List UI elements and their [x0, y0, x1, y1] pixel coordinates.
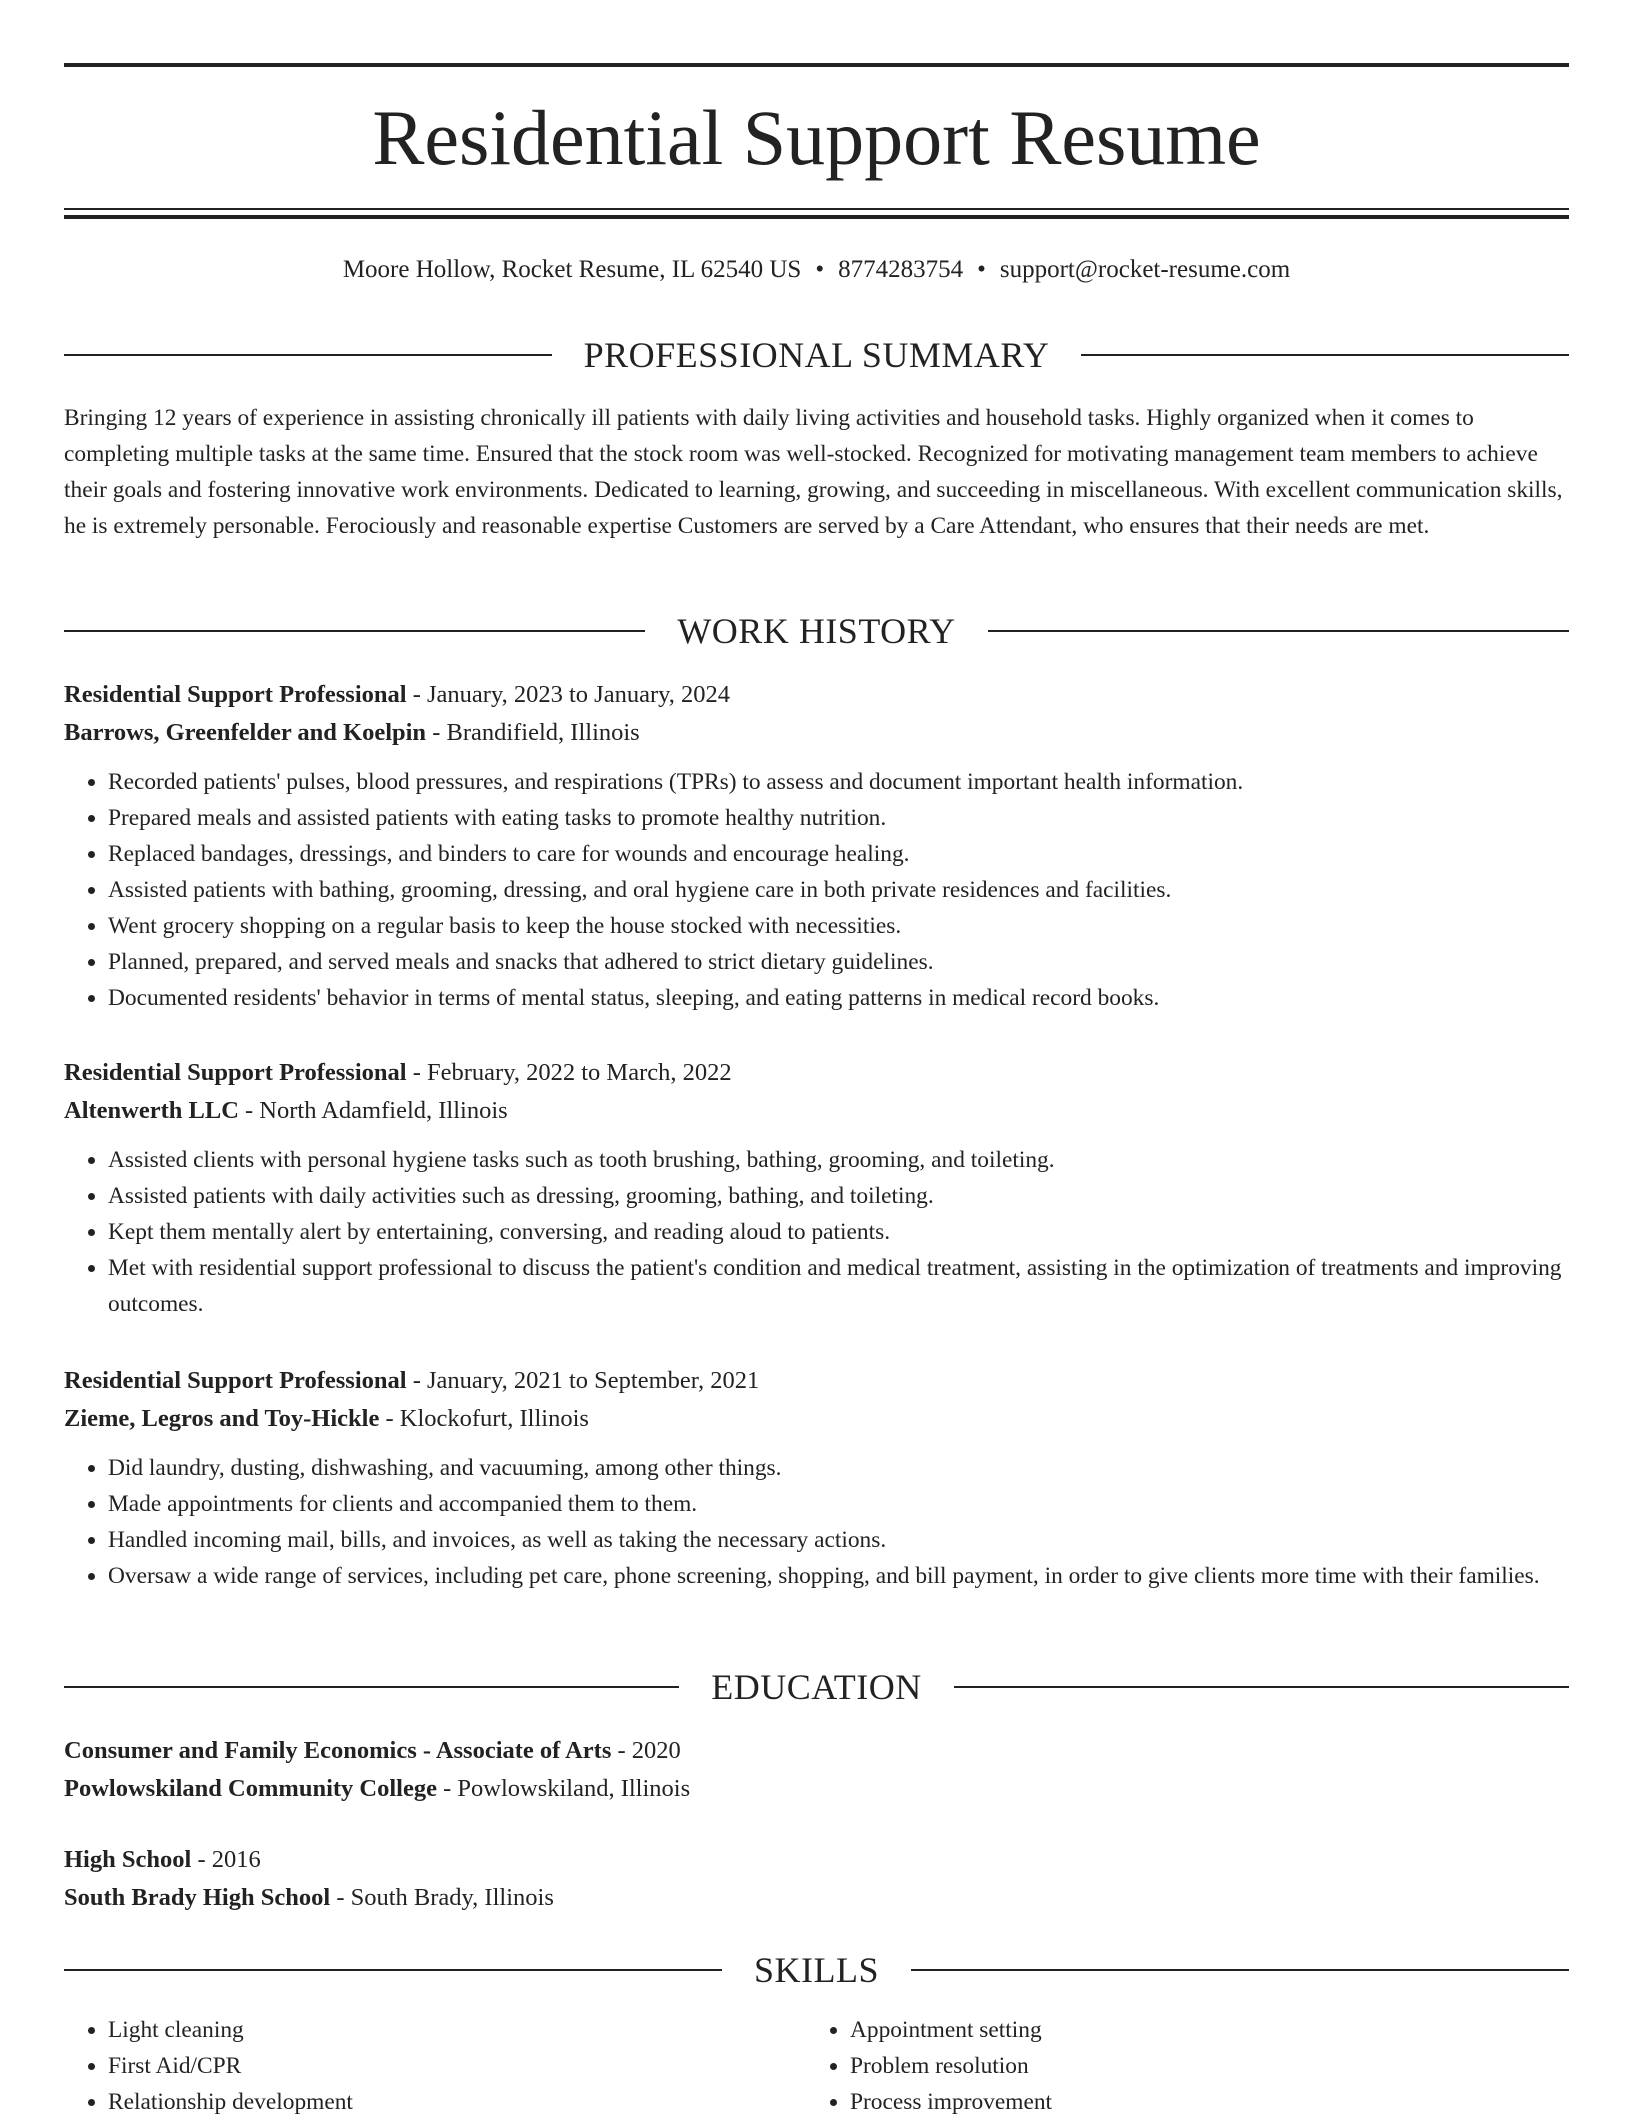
job-bullet: • Replaced bandages, dressings, and binders to care for wounds and encourage healing. [108, 836, 1569, 872]
job-bullet: • Assisted patients with daily activities such as dressing, grooming, bathing, and toileting. [108, 1178, 1569, 1214]
skills-list [64, 2012, 1569, 2120]
contact-separator: • [977, 256, 986, 283]
job-company: Zieme, Legros and Toy-Hickle [64, 1405, 380, 1432]
education-entry [64, 1732, 1569, 1808]
job-title: Residential Support Professional [64, 1059, 407, 1086]
skill-item: • First Aid/CPR [108, 2048, 806, 2084]
heading-rule [64, 1686, 679, 1688]
section-heading-work [64, 609, 1569, 653]
job-bullet: • Assisted clients with personal hygiene tasks such as tooth brushing, bathing, grooming, and toileting. [108, 1142, 1569, 1178]
contact-phone: 8774283754 [838, 256, 964, 283]
title-rule-thin [64, 208, 1569, 210]
job-dates: - February, 2022 to March, 2022 [406, 1059, 732, 1086]
job-bullets [64, 764, 1569, 1016]
job-title: Residential Support Professional [64, 681, 407, 708]
skills-column-left [64, 2012, 806, 2120]
job-bullet: • Documented residents' behavior in terms of mental status, sleeping, and eating patterns in medical record books. [108, 980, 1569, 1016]
job-bullet: • Did laundry, dusting, dishwashing, and vacuuming, among other things. [108, 1450, 1569, 1486]
job-bullet: • Recorded patients' pulses, blood pressures, and respirations (TPRs) to assess and document important health information. [108, 764, 1569, 800]
job-bullet: • Made appointments for clients and accompanied them to them. [108, 1486, 1569, 1522]
skill-item: • Appointment setting [850, 2012, 1548, 2048]
section-heading-skills [64, 1948, 1569, 1992]
job-location: - Brandifield, Illinois [426, 719, 640, 746]
skill-item: • Relationship development [108, 2084, 806, 2120]
education-degree: Consumer and Family Economics - Associate of Arts [64, 1737, 612, 1764]
job-company: Altenwerth LLC [64, 1097, 239, 1124]
job-bullet: • Went grocery shopping on a regular basis to keep the house stocked with necessities. [108, 908, 1569, 944]
heading-rule [1081, 354, 1569, 356]
heading-rule [64, 630, 645, 632]
section-title: WORK HISTORY [677, 611, 956, 651]
job-bullet: • Assisted patients with bathing, grooming, dressing, and oral hygiene care in both private residences and facilities. [108, 872, 1569, 908]
section-heading-summary [64, 333, 1569, 377]
job-dates: - January, 2021 to September, 2021 [406, 1367, 760, 1394]
education-location: - Powlowskiland, Illinois [436, 1775, 691, 1802]
skill-item: • Light cleaning [108, 2012, 806, 2048]
skill-item: • Process improvement [850, 2084, 1548, 2120]
heading-rule [64, 354, 552, 356]
contact-line [64, 254, 1569, 286]
job-bullets [64, 1142, 1569, 1322]
contact-address: Moore Hollow, Rocket Resume, IL 62540 US [342, 256, 802, 283]
job-bullet: • Oversaw a wide range of services, including pet care, phone screening, shopping, and bill payment, in order to give clients more time with their families. [108, 1558, 1569, 1594]
section-heading-education [64, 1665, 1569, 1709]
title-rule-thick [64, 215, 1569, 219]
resume-title: Residential Support Resume [372, 94, 1261, 181]
job-entry [64, 1054, 1569, 1322]
education-school: Powlowskiland Community College [64, 1775, 437, 1802]
skill-item: • Problem resolution [850, 2048, 1548, 2084]
job-entry [64, 1362, 1569, 1594]
job-title: Residential Support Professional [64, 1367, 407, 1394]
education-entry [64, 1841, 1569, 1917]
job-company: Barrows, Greenfelder and Koelpin [64, 719, 427, 746]
job-bullet: • Planned, prepared, and served meals and snacks that adhered to strict dietary guidelines. [108, 944, 1569, 980]
job-bullet: • Kept them mentally alert by entertaining, conversing, and reading aloud to patients. [108, 1214, 1569, 1250]
job-entry [64, 676, 1569, 1016]
top-rule [64, 63, 1569, 67]
education-location: - South Brady, Illinois [330, 1884, 554, 1911]
skills-column-right [806, 2012, 1548, 2120]
section-title: EDUCATION [711, 1667, 922, 1707]
contact-email: support@rocket-resume.com [999, 256, 1291, 283]
education-degree: High School [64, 1846, 192, 1873]
job-bullets [64, 1450, 1569, 1594]
contact-separator: • [815, 256, 825, 283]
section-title: SKILLS [754, 1950, 880, 1990]
education-year: - 2016 [191, 1846, 261, 1873]
education-year: - 2020 [611, 1737, 681, 1764]
job-bullet: • Handled incoming mail, bills, and invoices, as well as taking the necessary actions. [108, 1522, 1569, 1558]
job-bullet: • Met with residential support professional to discuss the patient's condition and medical treatment, assisting in the optimization of treatments and improving outcomes. [108, 1250, 1569, 1322]
heading-rule [911, 1969, 1569, 1971]
job-location: - Klockofurt, Illinois [379, 1405, 589, 1432]
job-location: - North Adamfield, Illinois [238, 1097, 508, 1124]
summary-text: Bringing 12 years of experience in assisting chronically ill patients with daily living activities and household tasks. Highly organized when it comes to completing multiple tasks at the same time. Ensured that the stock room was well-stocked. Recognized for motivating management team members to achieve their goals and fostering innovative work environments. Dedicated to learning, growing, and succeeding in miscellaneous. With excellent communication skills, he is extremely personable. Ferociously and reasonable expertise Customers are served by a Care Attendant, who ensures that their needs are met. [64, 405, 1563, 539]
heading-rule [988, 630, 1569, 632]
section-title: PROFESSIONAL SUMMARY [583, 335, 1050, 375]
heading-rule [954, 1686, 1569, 1688]
education-school: South Brady High School [64, 1884, 331, 1911]
heading-rule [64, 1969, 722, 1971]
job-dates: - January, 2023 to January, 2024 [406, 681, 731, 708]
job-bullet: • Prepared meals and assisted patients with eating tasks to promote healthy nutrition. [108, 800, 1569, 836]
